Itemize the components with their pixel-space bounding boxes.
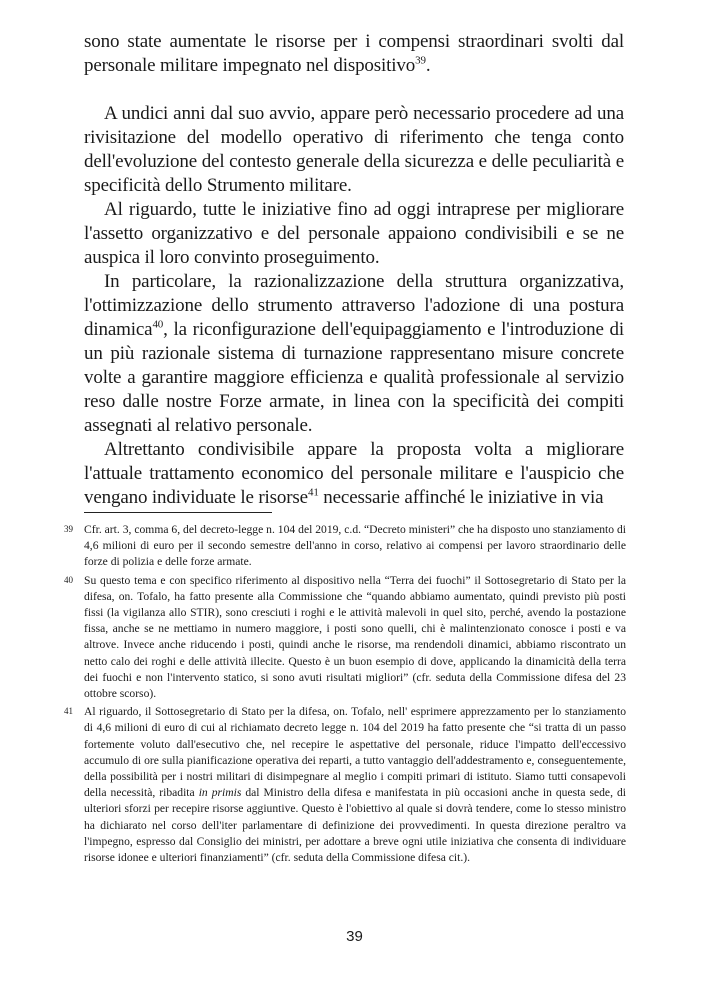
footnote-emphasis: in primis [198,786,242,800]
footnote-number: 40 [64,574,73,585]
footnote-ref-39[interactable]: 39 [415,54,426,67]
footnote-39 [64,522,626,571]
paragraph-4: In particolare, la razionalizzazione della struttura organizzativa, l'ottimizzazione dello strumento attraverso l'adozione di una postura dinamica$^{40}$, la riconfigurazione dell'equipaggiamento e l'introduzione di un più razionale sistema di turnazione rappresentano misure concrete volte a garantire maggiore efficienza e qualità professionale al servizio reso dalle nostre Forze armate, in linea con la specificità dei compiti assegnati al relativo personale. [84,271,624,436]
footnote-number: 41 [64,706,73,717]
footnote-text: Su questo tema e con specifico riferimento al dispositivo nella “Terra dei fuochi” il Sottosegretario di Stato per la difesa, on. Tofalo, ha fatto presente alla Commissione che “quando abbiamo aumentato, quindi previsto più posti fissi (la vigilanza allo STIR), sono cresciuti i roghi e le attività malevoli in quel sito, perché, avendo la postazione fissa, anche se ne mettiamo in numero maggiore, i posti sono quelli, chi è malintenzionato conosce i posti e va altrove. Invece anche riducendo i posti, quindi anche le risorse, ma rendendoli dinamici, abbiamo riscontrato un netto calo dei roghi e delle attività illecite. Questo è un buon esempio di dove, applicando la dinamicità della terra dei fuochi e non l'intervento statico, si sono avuti risultati migliori” (cfr. seduta della Commissione difesa del 23 ottobre scorso). [84,573,626,701]
footnote-number: 39 [64,524,73,534]
footnote-40 [64,573,626,703]
footnote-text-b: dal Ministro della difesa e manifestata in più occasioni anche in questa sede, di ulteriori sforzi per recepire risorse aggiuntive. Questo è l'obiettivo al quale si dovrà tendere, come lo stesso ministro ha dichiarato nel corso dell'iter parlamentare di definizione dei provvedimenti. In questa direzione peraltro va l'impegno, espresso dal Consiglio dei ministri, per adottare a breve ogni utile iniziativa che consenta di individuare risorse idonee e ulteriori finanziamenti” (cfr. seduta della Commissione difesa cit.). [84,786,626,865]
footnote-ref-41[interactable]: 41 [307,486,319,499]
page-number: 39 [346,928,363,945]
footnote-separator [84,512,272,513]
paragraph-5: Altrettanto condivisibile appare la proposta volta a migliorare l'attuale trattamento economico del personale militare e l'auspicio che vengano individuate le risorse$^{41}$ necessarie affinché le iniziative in via [84,439,624,508]
footnote-ref-40[interactable]: 40 [152,318,164,331]
footnote-text-a: Al riguardo, il Sottosegretario di Stato per la difesa, on. Tofalo, nell' esprimere apprezzamento per lo stanziamento di 4,6 milioni di euro di cui al richiamato decreto legge n. 104 del 2019 ha fatto presente che “si tratta di un passo fortemente voluto dall'esecutivo che, nel recepire le aspettative del personale, riduce l'impatto dell'eccessivo accumulo di ore sulla pianificazione operativa dei reparti, a tutto vantaggio dell'addestramento e, conseguentemente, della possibilità per i nostri militari di disimpegnare al meglio i compiti primari di istituto. Siamo tutti consapevoli della necessità, ribadita [84,705,626,800]
paragraph-1: sono state aumentate le risorse per i compensi straordinari svolti dal personale militare impegnato nel dispositivo$^{39}$. [84,31,624,76]
footnote-41 [64,704,626,866]
main-text [84,30,624,510]
paragraph-2: A undici anni dal suo avvio, appare però necessario procedere ad una rivisitazione del modello operativo di riferimento che tenga conto dell'evoluzione del contesto generale della sicurezza e delle peculiarità e specificità dello Strumento militare. [84,103,624,196]
footnote-text: Cfr. art. 3, comma 6, del decreto-legge n. 104 del 2019, c.d. “Decreto ministeri” che ha disposto uno stanziamento di 4,6 milioni di euro per il secondo semestre dell'anno in corso, relativo ai compensi per lavoro straordinario delle forze di polizia e delle forze armate. [84,523,626,569]
paragraph-3: Al riguardo, tutte le iniziative fino ad oggi intraprese per migliorare l'assetto organizzativo e del personale appaiono condivisibili e se ne auspica il loro convinto proseguimento. [84,199,624,268]
footnotes [64,522,626,868]
